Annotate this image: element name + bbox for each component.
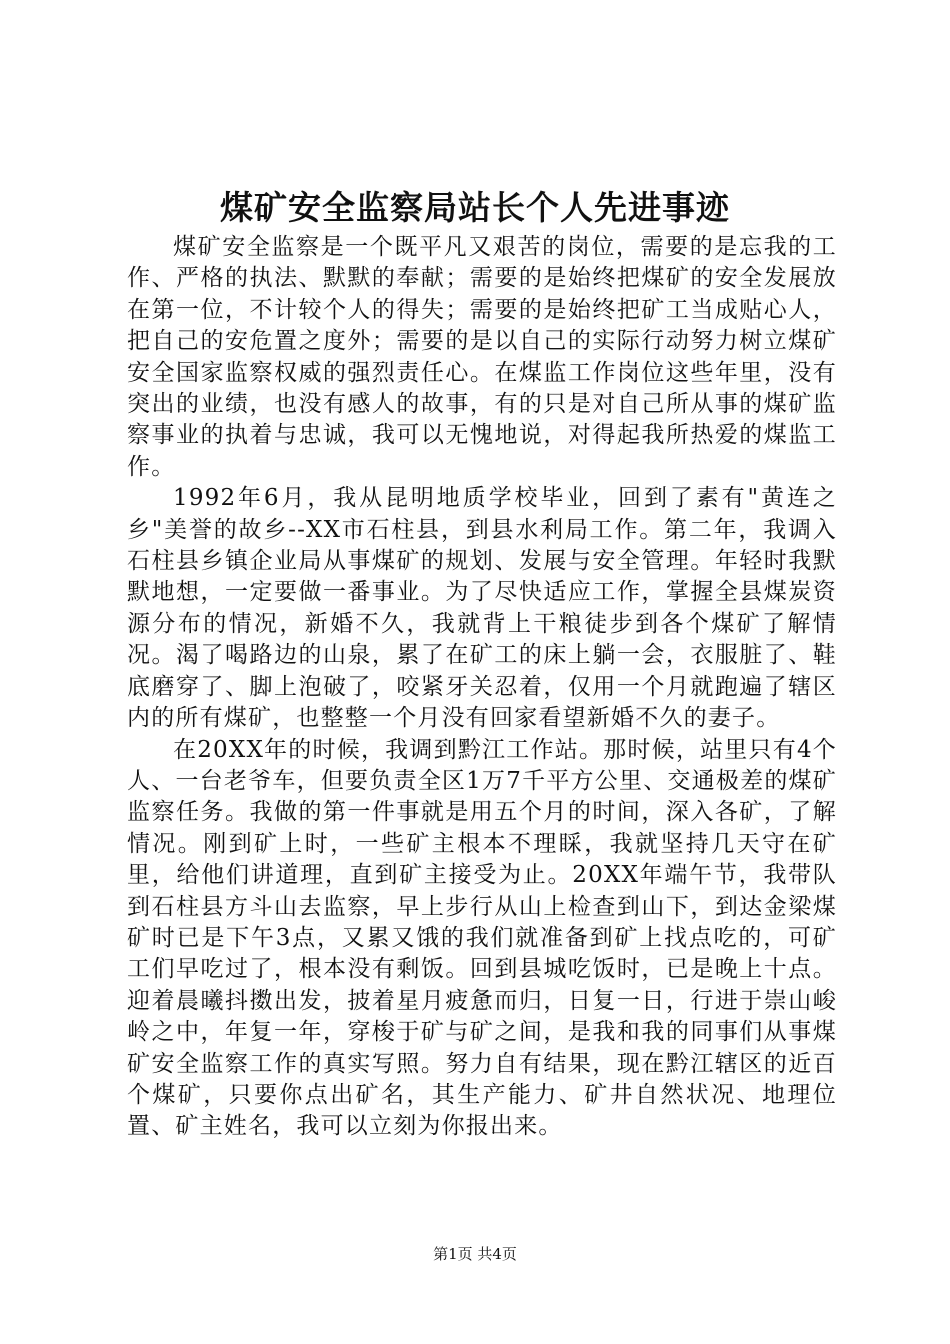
page-title: 煤矿安全监察局站长个人先进事迹 (220, 188, 730, 227)
paragraph-1: 煤矿安全监察是一个既平凡又艰苦的岗位，需要的是忘我的工作、严格的执法、默默的奉献；需要的是始终把煤矿的安全发展放在第一位，不计较个人的得失；需要的是始终把矿工当成贴心人，把自己的安危置之度外；需要的是以自己的实际行动努力树立煤矿安全国家监察权威的强烈责任心。在煤监工作岗位这些年里，没有突出的业绩，也没有感人的故事，有的只是对自己所从事的煤矿监察事业的执着与忠诚，我可以无愧地说，对得起我所热爱的煤监工作。 (127, 234, 837, 480)
document-body (127, 232, 837, 1143)
paragraph-3: 在20XX年的时候，我调到黔江工作站。那时候，站里只有4个人、一台老爷车，但要负责全区1万7千平方公里、交通极差的煤矿监察任务。我做的第一件事就是用五个月的时间，深入各矿，了解情况。刚到矿上时，一些矿主根本不理睬，我就坚持几天守在矿里，给他们讲道理，直到矿主接受为止。20XX年端午节，我带队到石柱县方斗山去监察，早上步行从山上检查到山下，到达金梁煤矿时已是下午3点，又累又饿的我们就准备到矿上找点吃的，可矿工们早吃过了，根本没有剩饭。回到县城吃饭时，已是晚上十点。迎着晨曦抖擞出发，披着星月疲惫而归，日复一日，行进于崇山峻岭之中，年复一年，穿梭于矿与矿之间，是我和我的同事们从事煤矿安全监察工作的真实写照。努力自有结果，现在黔江辖区的近百个煤矿，只要你点出矿名，其生产能力、矿井自然状况、地理位置、矿主姓名，我可以立刻为你报出来。 (127, 736, 837, 1140)
page-footer: 第1页 共4页 (433, 1245, 517, 1263)
paragraph-2: 1992年6月，我从昆明地质学校毕业，回到了素有"黄连之乡"美誉的故乡--XX市石柱县，到县水利局工作。第二年，我调入石柱县乡镇企业局从事煤矿的规划、发展与安全管理。年轻时我默默地想，一定要做一番事业。为了尽快适应工作，掌握全县煤炭资源分布的情况，新婚不久，我就背上干粮徒步到各个煤矿了解情况。渴了喝路边的山泉，累了在矿工的床上躺一会，衣服脏了、鞋底磨穿了、脚上泡破了，咬紧牙关忍着，仅用一个月就跑遍了辖区内的所有煤矿，也整整一个月没有回家看望新婚不久的妻子。 (127, 485, 837, 732)
